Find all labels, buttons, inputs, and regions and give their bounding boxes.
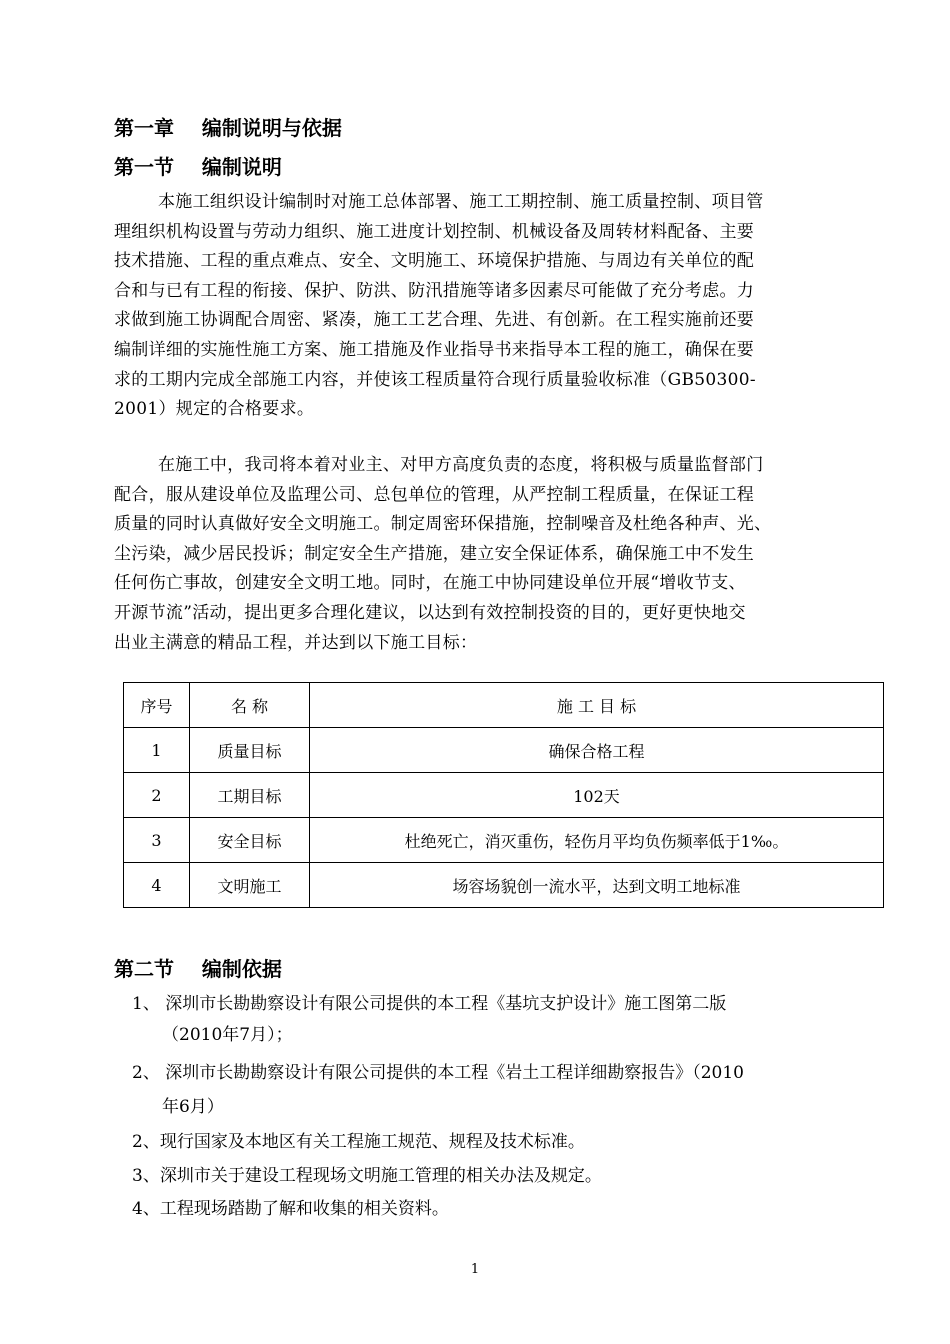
paragraph-line: 尘污染，减少居民投诉；制定安全生产措施，建立安全保证体系，确保施工中不发生 — [114, 543, 755, 564]
cell-index: 3 — [124, 818, 190, 863]
paragraph-line: 技术措施、工程的重点难点、安全、文明施工、环境保护措施、与周边有关单位的配 — [114, 251, 755, 272]
basis-item: 2、 深圳市长勘勘察设计有限公司提供的本工程《岩土工程详细勘察报告》（2010 — [132, 1063, 744, 1083]
section-title-2: 第二节 编制依据 — [114, 957, 282, 981]
paragraph-line: 在施工中，我司将本着对业主、对甲方高度负责的态度，将积极与质量监督部门 — [158, 455, 764, 475]
table-row — [124, 863, 884, 908]
cell-goal: 杜绝死亡，消灭重伤，轻伤月平均负伤频率低于1‰。 — [310, 818, 884, 863]
cell-index: 1 — [124, 728, 190, 773]
paragraph-line: 求做到施工协调配合周密、紧凑，施工工艺合理、先进、有创新。在工程实施前还要 — [114, 310, 755, 331]
paragraph-line: 编制详细的实施性施工方案、施工措施及作业指导书来指导本工程的施工，确保在要 — [114, 339, 755, 360]
cell-name: 文明施工 — [190, 863, 310, 908]
page-number: 1 — [470, 1262, 480, 1277]
header-cell-name: 名 称 — [190, 683, 310, 728]
cell-goal: 确保合格工程 — [310, 728, 884, 773]
paragraph-2 — [114, 451, 842, 658]
paragraph-line: 求的工期内完成全部施工内容，并使该工程质量符合现行质量验收标准（GB50300- — [114, 369, 756, 390]
cell-goal: 102天 — [310, 773, 884, 818]
basis-item-continuation: （2010年7月）； — [162, 1025, 293, 1045]
goals-table — [123, 682, 884, 908]
cell-name: 质量目标 — [190, 728, 310, 773]
basis-item: 1、 深圳市长勘勘察设计有限公司提供的本工程《基坑支护设计》施工图第二版 — [132, 994, 727, 1014]
cell-index: 2 — [124, 773, 190, 818]
paragraph-line: 任何伤亡事故，创建安全文明工地。同时，在施工中协同建设单位开展“增收节支、 — [114, 573, 746, 594]
cell-name: 安全目标 — [190, 818, 310, 863]
paragraph-1 — [114, 188, 842, 425]
header-cell-goal: 施 工 目 标 — [310, 683, 884, 728]
cell-name: 工期目标 — [190, 773, 310, 818]
basis-item: 4、工程现场踏勘了解和收集的相关资料。 — [132, 1199, 449, 1219]
paragraph-line: 合和与已有工程的衔接、保护、防洪、防汛措施等诸多因素尽可能做了充分考虑。力 — [114, 280, 755, 301]
chapter-title: 第一章 编制说明与依据 — [114, 116, 342, 140]
paragraph-line: 理组织机构设置与劳动力组织、施工进度计划控制、机械设备及周转材料配备、主要 — [114, 221, 755, 242]
table-row — [124, 773, 884, 818]
basis-item: 2、现行国家及本地区有关工程施工规范、规程及技术标准。 — [132, 1132, 585, 1152]
cell-index: 4 — [124, 863, 190, 908]
paragraph-line: 开源节流”活动，提出更多合理化建议，以达到有效控制投资的目的，更好更快地交 — [114, 602, 746, 623]
paragraph-line: 2001）规定的合格要求。 — [114, 399, 315, 420]
cell-goal: 场容场貌创一流水平，达到文明工地标准 — [310, 863, 884, 908]
paragraph-line: 本施工组织设计编制时对施工总体部署、施工工期控制、施工质量控制、项目管 — [158, 192, 764, 212]
section-title-1: 第一节 编制说明 — [114, 155, 282, 179]
table-row — [124, 728, 884, 773]
paragraph-line: 出业主满意的精品工程，并达到以下施工目标： — [114, 632, 478, 653]
table-header-row — [124, 683, 884, 728]
basis-item: 3、深圳市关于建设工程现场文明施工管理的相关办法及规定。 — [132, 1166, 602, 1186]
paragraph-line: 质量的同时认真做好安全文明施工。制定周密环保措施，控制噪音及杜绝各种声、光、 — [114, 514, 772, 535]
paragraph-line: 配合，服从建设单位及监理公司、总包单位的管理，从严控制工程质量，在保证工程 — [114, 484, 755, 505]
table-row — [124, 818, 884, 863]
basis-item-continuation: 年6月） — [162, 1097, 224, 1117]
header-cell-index: 序号 — [124, 683, 190, 728]
